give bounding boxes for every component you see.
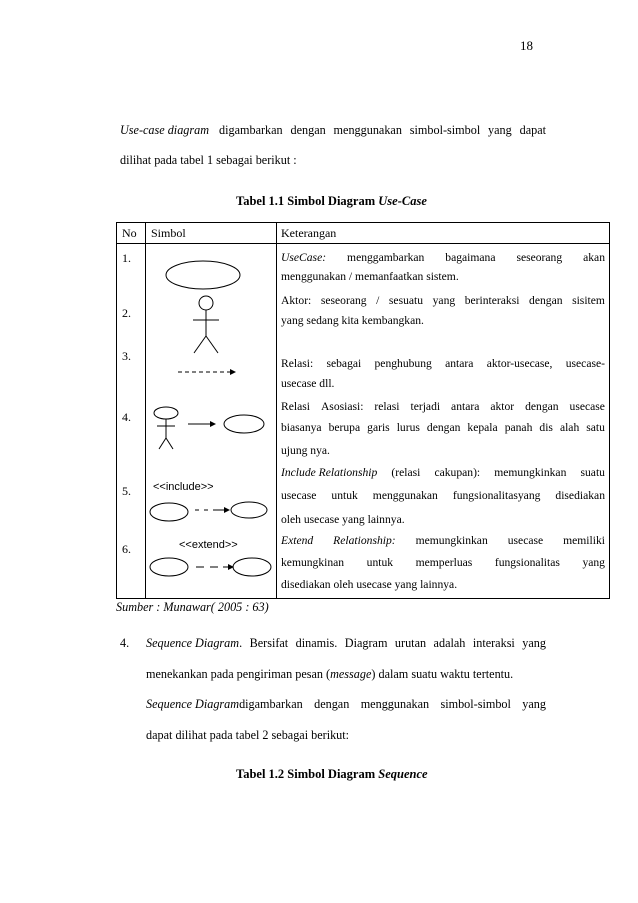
desc-row5-line2 (281, 489, 605, 502)
include-label: <<include>> (153, 481, 214, 493)
word: memungkinkan (494, 466, 567, 479)
word: antara (451, 400, 480, 413)
page-number: 18 (520, 38, 533, 53)
word: untuk (366, 556, 394, 569)
item4-line3-text: digambarkan dengan menggunakan simbol-simbol yang (239, 697, 546, 711)
word: garis (367, 421, 390, 434)
word: relasi (374, 400, 400, 413)
intro-text: digambarkan dengan menggunakan simbol-simbol yang dapat (219, 123, 546, 137)
word: dengan (426, 421, 461, 434)
word: yang (582, 556, 605, 569)
desc-row6-line3: disediakan oleh usecase yang lainnya. (281, 578, 458, 591)
dashed-relation-arrow-icon (178, 369, 236, 375)
word: fungsionalitas (494, 556, 560, 569)
word: usecase (507, 534, 544, 547)
intro-term: Use-case diagram (120, 123, 210, 137)
desc-row4-line1 (281, 400, 605, 413)
row-number: 5. (122, 484, 131, 498)
word: yang (432, 294, 456, 307)
word: dengan (529, 294, 563, 307)
desc-row6-line1 (281, 534, 605, 547)
word: dis (539, 421, 553, 434)
word: aktor-usecase, (486, 357, 553, 370)
desc-row2-line1 (281, 294, 605, 307)
word: memungkinkan (415, 534, 488, 547)
word: satu (586, 421, 605, 434)
table2-caption-text: Tabel 1.2 Simbol Diagram (236, 767, 379, 781)
desc-row5-line3: oleh usecase yang lainnya. (281, 513, 405, 526)
word: Relationship: (333, 534, 396, 547)
word: usecase (569, 400, 605, 413)
word: sisitem (572, 294, 605, 307)
table2-caption (236, 767, 428, 782)
word: Include Relationship (281, 466, 378, 479)
word: Extend (281, 534, 314, 547)
word: lurus (396, 421, 420, 434)
association-actor-icon (154, 407, 178, 449)
extend-label: <<extend>> (179, 539, 238, 551)
word: usecase- (565, 357, 605, 370)
intro-line-2: dilihat pada tabel 1 sebagai berikut : (120, 153, 297, 167)
item4-line2-b: ) dalam suatu waktu tertentu. (371, 667, 514, 681)
word: menggambarkan (347, 251, 425, 264)
word: biasanya (281, 421, 322, 434)
use-case-symbol-table (116, 222, 610, 599)
table1-source: Sumber : Munawar( 2005 : 63) (116, 600, 269, 614)
header-symbol: Simbol (151, 226, 186, 240)
word: untuk (331, 489, 358, 502)
desc-row5-line1 (281, 466, 605, 479)
table-divider (276, 223, 277, 598)
word: alah (559, 421, 580, 434)
word: antara (445, 357, 474, 370)
word: berupa (328, 421, 361, 434)
item4-line-1 (146, 636, 546, 651)
desc-row3-line2: usecase dll. (281, 377, 335, 390)
row-number: 3. (122, 349, 131, 363)
actor-stick-figure-icon (193, 296, 219, 353)
item4-number: 4. (120, 636, 130, 650)
row-number: 2. (122, 306, 131, 320)
word: Relasi (281, 400, 310, 413)
word: kepala (467, 421, 498, 434)
row-number: 6. (122, 542, 131, 556)
item4-line2-italic: message (330, 667, 372, 681)
word: aktor (490, 400, 515, 413)
word: memperluas (415, 556, 473, 569)
word: dengan (525, 400, 559, 413)
row-number: 4. (122, 410, 131, 424)
table1-caption-italic: Use-Case (378, 194, 427, 208)
word: Asosiasi: (320, 400, 364, 413)
item4-line-3 (146, 697, 546, 712)
word: fungsionalitasyang (452, 489, 541, 502)
word: Relasi: (281, 357, 314, 370)
table1-caption-text: Tabel 1.1 Simbol Diagram (236, 194, 379, 208)
word: seseorang (516, 251, 563, 264)
desc-row2-line2: yang sedang kita kembangkan. (281, 314, 424, 327)
association-usecase-ellipse-icon (224, 415, 264, 433)
desc-row1-line2: menggunakan / memanfaatkan sistem. (281, 270, 459, 283)
include-relationship-icon (150, 502, 267, 521)
word: sebagai (326, 357, 362, 370)
word: sesuatu (388, 294, 424, 307)
table2-caption-italic: Sequence (378, 767, 428, 781)
word: Aktor: (281, 294, 312, 307)
word: seseorang (320, 294, 367, 307)
item4-line-4: dapat dilihat pada tabel 2 sebagai berikut: (146, 728, 350, 742)
word: penghubung (374, 357, 432, 370)
item4-line2-a: menekankan pada pengiriman pesan ( (146, 667, 331, 681)
word: / (376, 294, 380, 307)
word: cakupan): (434, 466, 481, 479)
intro-line-1 (120, 123, 546, 138)
word: kemungkinan (281, 556, 345, 569)
item4-line-2 (146, 667, 546, 682)
desc-row6-line2 (281, 556, 605, 569)
word: UseCase: (281, 251, 327, 264)
extend-relationship-icon (150, 558, 271, 576)
word: panah (504, 421, 533, 434)
item4-term: Sequence Diagram (146, 636, 240, 650)
word: memiliki (563, 534, 605, 547)
header-no: No (122, 226, 137, 240)
word: suatu (580, 466, 605, 479)
word: akan (583, 251, 605, 264)
word: usecase (281, 489, 317, 502)
table1-caption (236, 194, 427, 209)
item4-line1-text: . Bersifat dinamis. Diagram urutan adalah interaksi yang (239, 636, 546, 650)
header-description: Keterangan (281, 226, 337, 240)
word: berinteraksi (464, 294, 520, 307)
row-number: 1. (122, 251, 131, 265)
desc-row4-line2 (281, 421, 605, 434)
desc-row3-line1 (281, 357, 605, 370)
word: (relasi (391, 466, 421, 479)
item4-line3-term: Sequence Diagram (146, 697, 240, 711)
word: menggunakan (372, 489, 438, 502)
word: terjadi (410, 400, 441, 413)
use-case-ellipse-icon (166, 261, 240, 289)
desc-row1-line1 (281, 251, 605, 264)
word: disediakan (555, 489, 605, 502)
word: bagaimana (445, 251, 496, 264)
association-arrow-icon (188, 421, 216, 427)
desc-row4-line3: ujung nya. (281, 444, 330, 457)
